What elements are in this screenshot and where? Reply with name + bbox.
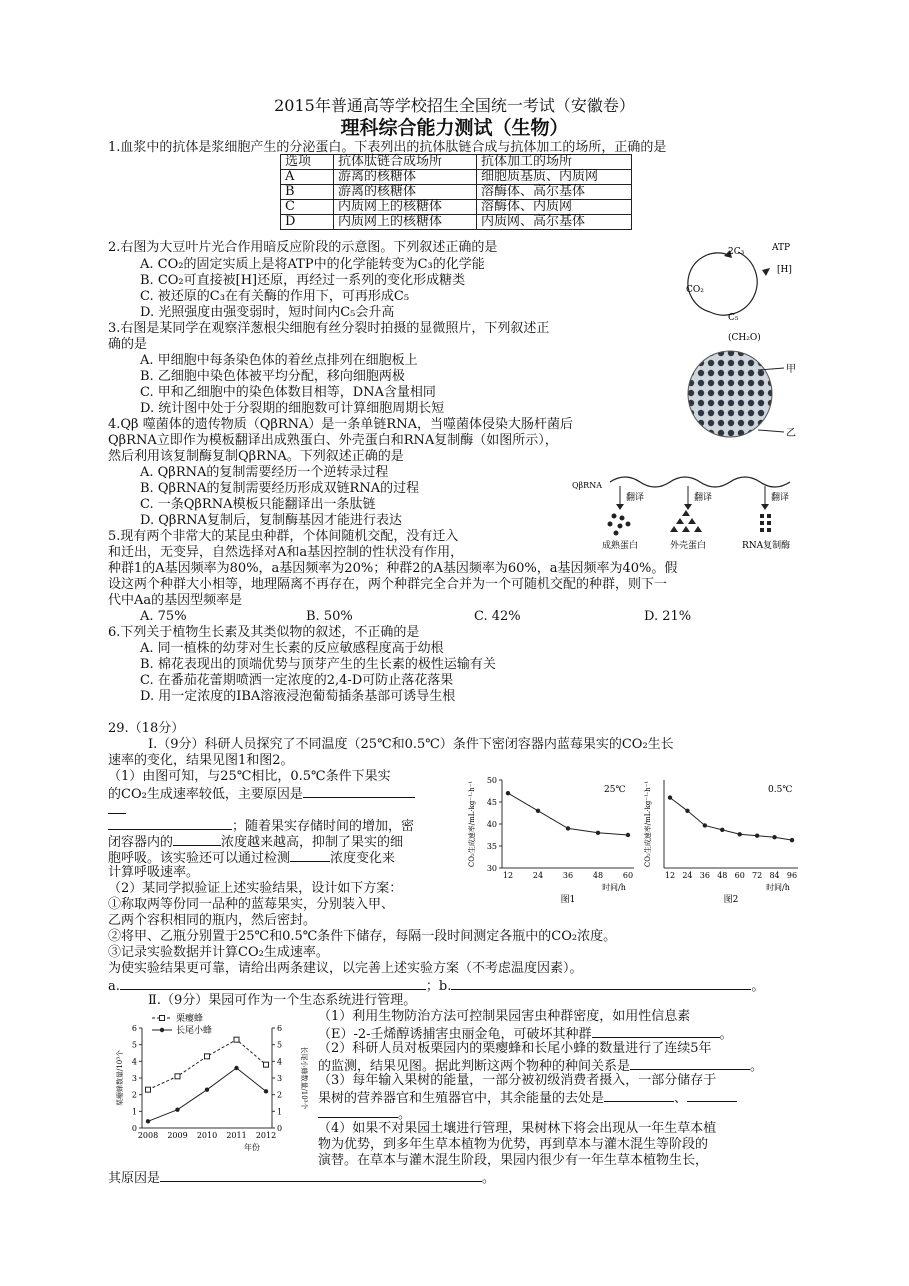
q29-s1-text: ；随着果实存储时间的增加，密 [232, 819, 415, 834]
q29-s2-end: 。 [751, 979, 765, 994]
data-point [506, 791, 510, 795]
q29-t9: 物为优势，到多年生草本植物为优势，再到草本与灌木混生等阶段的 [318, 1137, 709, 1152]
data-point [626, 833, 630, 837]
label-mature-protein: 成熟蛋白 [602, 541, 639, 551]
table-cell: 内质网上的核糖体 [334, 200, 477, 215]
label-ch2o: (CH₂O) [728, 333, 761, 343]
punct: 、 [674, 1091, 688, 1106]
q5-option-b: B. 50% [306, 609, 353, 624]
micrograph-image [688, 351, 772, 437]
y-tick-label: 35 [486, 842, 497, 851]
x-tick-label: 60 [734, 871, 745, 880]
answer-blank[interactable] [592, 1025, 720, 1038]
arrowhead-icon [761, 504, 769, 510]
x-tick-label: 2010 [196, 1131, 218, 1140]
data-point [234, 1066, 238, 1070]
answer-blank[interactable] [173, 833, 221, 846]
table-row [281, 170, 632, 185]
q2-stem: 2.右图为大豆叶片光合作用暗反应阶段的示意图。下列叙述正确的是 [108, 240, 498, 255]
x-tick-label: 24 [532, 871, 544, 880]
x-tick-label: 12 [664, 871, 676, 880]
data-point [772, 835, 776, 839]
arrowhead-icon [616, 504, 624, 510]
x-tick-label: 60 [622, 871, 634, 880]
table-cell: 溶酶体、高尔基体 [477, 185, 632, 200]
answer-blank[interactable] [108, 817, 232, 830]
legend-label: 栗瘿蜂 [176, 1014, 204, 1024]
table-header-cell: 选项 [281, 155, 334, 170]
coat-protein-triangles [670, 510, 702, 532]
q4-stem-3: 然后利用该复制酶复制QβRNA。下列叙述正确的是 [108, 449, 404, 464]
q4-stem-2: QβRNA立即作为模板翻译出成熟蛋白、外壳蛋白和RNA复制酶（如图所示）， [108, 433, 558, 448]
answer-blank[interactable] [318, 1105, 398, 1118]
q29-s2-label-a: a. [108, 979, 120, 994]
chart-title: 25℃ [604, 785, 626, 795]
data-point [685, 809, 689, 813]
q29-s2-line1: （2）某同学拟验证上述实验结果，设计如下方案： [108, 881, 403, 896]
y-tick-label-right: 4 [277, 1057, 283, 1067]
qbeta-rna-diagram [570, 458, 800, 554]
x-tick-label: 2008 [137, 1131, 159, 1140]
q29-part2-head: Ⅱ.（9分）果园可作为一个生态系统进行管理。 [148, 993, 417, 1008]
cycle-arc [688, 253, 726, 312]
table-cell: C [281, 200, 334, 215]
q1-table [280, 154, 632, 230]
q6-option-b: B. 棉花表现出的顶端优势与顶芽产生的生长素的极性运输有关 [140, 657, 496, 672]
data-point [755, 834, 759, 838]
q29-t8: （4）如果不对果园土壤进行管理，果树林下将会出现从一年生草本植 [318, 1121, 717, 1136]
y-tick-label: 0 [131, 1124, 137, 1133]
q29-t5: （3）每年输入果树的能量，一部分被初级消费者摄入，一部分储存于 [318, 1073, 717, 1088]
q2-option-c: C. 被还原的C₃在有关酶的作用下，可再形成C₅ [140, 289, 410, 304]
q2-option-d: D. 光照强度由强变弱时，短时间内C₅会升高 [140, 305, 395, 320]
label-yi: 乙 [786, 428, 796, 439]
q29-head: 29.（18分） [108, 721, 185, 736]
rna-strand [610, 477, 790, 487]
answer-blank[interactable] [604, 1089, 674, 1102]
q29-part1-line2: 速率的变化，结果见图1和图2。 [108, 753, 294, 768]
q5-line-4: 设这两个种群大小相等，地理隔离不再存在，两个种群完全合并为一个可随机交配的种群，则下一 [108, 577, 668, 592]
answer-blank-a[interactable] [120, 977, 426, 990]
q29-t11-text: 其原因是 [108, 1171, 161, 1186]
x-tick-label: 72 [752, 871, 763, 880]
wasp-population-chart [108, 1010, 318, 1160]
arrowhead-icon [684, 504, 692, 510]
series-line [148, 1040, 266, 1090]
q29-s1-text: 闭容器内的 [108, 835, 174, 850]
y-tick-label-right: 3 [277, 1074, 283, 1083]
q4-option-d: D. QβRNA复制后，复制酶基因才能进行表达 [140, 513, 402, 528]
q29-t1: （1）利用生物防治方法可控制果园害虫种群密度，如用性信息素 [318, 1009, 691, 1024]
label-jia: 甲 [786, 364, 796, 375]
q29-s2-line6: 为使实验结果更可靠，请给出两条建议，以完善上述实验方案（不考虑温度因素）。 [108, 961, 583, 976]
q2-option-a: A. CO₂的固定实质上是将ATP中的化学能转变为C₃的化学能 [140, 257, 485, 272]
data-point [566, 826, 570, 830]
y-tick-label-right: 0 [277, 1124, 283, 1133]
table-header-cell: 抗体肽链合成场所 [334, 155, 477, 170]
table-cell: D [281, 215, 334, 230]
table-row [281, 215, 632, 230]
y-tick-label-right: 6 [277, 1024, 283, 1033]
data-point [234, 1037, 239, 1042]
y-tick-label: 2 [131, 1090, 137, 1100]
q29-s2-line5: ③记录实验数据并计算CO₂生成速率。 [108, 945, 329, 960]
data-point [720, 828, 724, 832]
label-qbeta-rna: QβRNA [572, 481, 602, 490]
chart-caption: 图1 [560, 895, 576, 905]
q29-s2-sep: ；b. [425, 979, 452, 994]
table-header-cell: 抗体加工的场所 [477, 155, 632, 170]
table-cell: 内质网、高尔基体 [477, 215, 632, 230]
q3-option-b: B. 乙细胞中染色体被平均分配，移向细胞两极 [140, 369, 405, 384]
y-tick-label: 50 [486, 776, 497, 785]
table-cell: A [281, 170, 334, 185]
x-tick-label: 2009 [167, 1131, 188, 1140]
table-cell: 细胞质基质、内质网 [477, 170, 632, 185]
q1-stem: 1.血浆中的抗体是浆细胞产生的分泌蛋白。下表列出的抗体肽链合成与抗体加工的场所，正确的是 [108, 140, 667, 155]
answer-blank[interactable] [630, 1057, 750, 1070]
data-point [175, 1107, 179, 1111]
q29-t6-text: 果树的营养器官和生殖器官中，其余能量的去处是 [318, 1091, 605, 1106]
q29-s1-text: 胞呼吸。该实验还可以通过检测 [108, 851, 291, 866]
data-point [205, 1054, 210, 1059]
q29-s1-line1: （1）由图可知，与25℃相比，0.5℃条件下果实 [108, 769, 391, 784]
co2-rate-chart-25c [462, 768, 642, 905]
punct: 。 [719, 1027, 733, 1042]
label-translate-2: 翻译 [694, 493, 713, 503]
data-point [536, 809, 540, 813]
q29-t4-text: 的监测，结果见图。据此判断这两个物种的种间关系是 [318, 1059, 631, 1074]
q4-option-a: A. QβRNA的复制需要经历一个逆转录过程 [140, 465, 389, 480]
x-axis-label: 年份 [244, 1143, 260, 1152]
label-co2: CO₂ [686, 285, 704, 295]
y-tick-label: 45 [486, 798, 497, 807]
answer-blank-b[interactable] [451, 977, 751, 990]
x-tick-label: 36 [699, 871, 710, 880]
q29-s1-text: 浓度越来越高，抑制了果实的细 [221, 835, 404, 850]
x-tick-label: 24 [682, 871, 693, 880]
y-tick-label: 30 [486, 864, 497, 873]
q5-option-a: A. 75% [140, 609, 187, 624]
q29-s1-text: 的CO₂生成速率较低，主要原因是 [108, 787, 303, 802]
exam-title: 2015年普通高等学校招生全国统一考试（安徽卷） [274, 96, 635, 115]
y-axis-label: CO₂生成速率/mL·kg⁻¹·h⁻¹ [468, 780, 476, 868]
q4-option-c: C. 一条QβRNA模板只能翻译出一条肽链 [140, 497, 376, 512]
mature-protein-dots [608, 514, 631, 536]
table-row [281, 185, 632, 200]
y-tick-label-right: 2 [277, 1090, 283, 1100]
punct: 。 [482, 1171, 496, 1186]
label-replicase: RNA复制酶 [742, 541, 791, 551]
root-tip-micrograph [686, 348, 798, 448]
x-tick-label: 84 [769, 871, 780, 880]
q29-t3: （2）科研人员对板栗园内的栗瘿蜂和长尾小蜂的数量进行了连续5年 [318, 1041, 712, 1056]
y-axis-label: 栗瘿蜂数量/10³个 [116, 1049, 124, 1107]
data-point [264, 1062, 269, 1067]
legend-marker [160, 1028, 164, 1032]
data-point [146, 1087, 151, 1092]
q29-s2-line4: ②将甲、乙瓶分别置于25℃和0.5℃条件下储存，每隔一段时间测定各瓶中的CO₂浓度。 [108, 929, 617, 944]
q3-stem-2: 确的是 [108, 337, 148, 352]
table-cell: 内质网上的核糖体 [334, 215, 477, 230]
label-translate-3: 翻译 [771, 493, 790, 503]
q6-option-d: D. 用一定浓度的IBA溶液浸泡葡萄插条基部可诱导生根 [140, 689, 456, 704]
data-point [146, 1119, 150, 1123]
y-tick-label: 5 [131, 1040, 137, 1050]
arrowhead-icon [762, 268, 770, 276]
chart-title: 0.5℃ [768, 785, 793, 795]
q29-s1-line7: 计算呼吸速率。 [108, 865, 200, 880]
series-line [148, 1068, 266, 1121]
x-tick-label: 96 [786, 871, 798, 880]
q29-part1-line1: Ⅰ.（9分）科研人员探究了不同温度（25℃和0.5℃）条件下密闭容器内蓝莓果实的CO₂生长 [148, 737, 674, 752]
data-point [175, 1074, 180, 1079]
label-h: [H] [777, 265, 792, 275]
q5-option-c: C. 42% [474, 609, 521, 624]
punct: 。 [750, 1059, 764, 1074]
q29-t10: 演替。在草本与灌木混生阶段，果园内很少有一年生草本植物生长， [318, 1153, 709, 1168]
data-point [596, 831, 600, 835]
data-point [703, 823, 707, 827]
chart-caption: 图2 [723, 895, 739, 905]
q29-s1-text: 浓度变化来 [330, 851, 396, 866]
q6-stem: 6.下列关于植物生长素及其类似物的叙述，不正确的是 [108, 625, 420, 640]
table-cell: 溶酶体、内质网 [477, 200, 632, 215]
q29-s2-line2: ①称取两等份同一品种的蓝莓果实，分别装入甲、 [108, 897, 395, 912]
label-coat-protein: 外壳蛋白 [670, 541, 707, 551]
q3-stem-1: 3.右图是某同学在观察洋葱根尖细胞有丝分裂时拍摄的显微照片，下列叙述正 [108, 321, 550, 336]
q6-option-a: A. 同一植株的幼芽对生长素的反应敏感程度高于幼根 [140, 641, 444, 656]
x-tick-label: 2011 [226, 1131, 247, 1140]
data-point [790, 838, 794, 842]
table-cell: 游离的核糖体 [334, 170, 477, 185]
answer-blank[interactable] [160, 1169, 482, 1182]
punct: 。 [398, 1107, 412, 1122]
data-point [205, 1087, 209, 1091]
data-point [738, 832, 742, 836]
data-point [264, 1089, 268, 1093]
answer-blank[interactable] [290, 849, 330, 862]
replicase-squares [760, 514, 771, 532]
q4-option-b: B. QβRNA的复制需要经历形成双链RNA的过程 [140, 481, 420, 496]
y-axis-label: CO₂生成速率/mL·kg⁻¹·h⁻¹ [644, 780, 652, 868]
label-2c3: 2C₃ [728, 247, 745, 257]
x-tick-label: 36 [562, 871, 574, 880]
answer-blank[interactable] [303, 785, 415, 798]
x-tick-label: 48 [592, 871, 604, 880]
y-tick-label: 1 [131, 1107, 137, 1117]
q4-stem-1: 4.Qβ 噬菌体的遗传物质（QβRNA）是一条单链RNA，当噬菌体侵染大肠杆菌后 [108, 417, 573, 432]
series-line [670, 798, 792, 841]
y-tick-label: 40 [486, 820, 497, 829]
y-tick-label: 4 [131, 1057, 137, 1067]
q5-option-d: D. 21% [644, 609, 692, 624]
q5-line-5: 代中Aa的基因型频率是 [108, 593, 243, 608]
y-tick-label: 3 [131, 1074, 137, 1083]
answer-blank[interactable] [108, 801, 126, 814]
pointer-line [758, 430, 784, 432]
q29-s1-line2 [108, 785, 415, 803]
co2-rate-chart-05c [640, 768, 804, 905]
y-tick-label: 6 [131, 1024, 137, 1033]
x-axis-label: 时间/h [602, 883, 626, 892]
q29-s2-line3: 乙两个容积相同的瓶内，然后密封。 [108, 913, 317, 928]
q3-option-d: D. 统计图中处于分裂期的细胞数可计算细胞周期长短 [140, 401, 445, 416]
calvin-cycle-diagram [680, 238, 800, 348]
label-c5: C₅ [728, 313, 739, 323]
table-row [281, 200, 632, 215]
x-tick-label: 12 [502, 871, 514, 880]
q5-line-3: 种群1的A基因频率为80%，a基因频率为20%；种群2的A基因频率为60%，a基因频率为40%。假 [108, 561, 678, 576]
y-tick-label-right: 5 [277, 1040, 283, 1050]
q29-t11 [108, 1169, 495, 1187]
x-tick-label: 2012 [255, 1131, 277, 1140]
table-cell: 游离的核糖体 [334, 185, 477, 200]
q3-option-a: A. 甲细胞中每条染色体的着丝点排列在细胞板上 [140, 353, 418, 368]
data-point [668, 795, 672, 799]
legend-marker [160, 1016, 165, 1021]
q6-option-c: C. 在番茄花蕾期喷洒一定浓度的2,4-D可防止落花落果 [140, 673, 454, 688]
q29-t2-text: （E）-2-壬烯醇诱捕害虫丽金龟，可破坏其种群 [318, 1027, 592, 1042]
label-atp: ATP [772, 243, 791, 253]
label-translate-1: 翻译 [626, 493, 645, 503]
q5-line-1: 5.现有两个非常大的某昆虫种群，个体间随机交配，没有迁入 [108, 529, 459, 544]
x-axis-label: 时间/h [766, 883, 790, 892]
answer-blank[interactable] [687, 1089, 737, 1102]
q2-option-b: B. CO₂可直接被[H]还原，再经过一系列的变化形成糖类 [140, 273, 466, 288]
q3-option-c: C. 甲和乙细胞中的染色体数目相等，DNA含量相同 [140, 385, 436, 400]
legend-label: 长尾小蜂 [176, 1026, 213, 1036]
cycle-arc [710, 252, 757, 315]
table-header-row [281, 155, 632, 170]
table-cell: B [281, 185, 334, 200]
y-axis-label-right: 长尾小蜂数量/10³个 [300, 1046, 308, 1110]
exam-subtitle: 理科综合能力测试（生物） [340, 117, 569, 139]
y-tick-label-right: 1 [277, 1107, 283, 1117]
x-tick-label: 48 [717, 871, 728, 880]
q5-line-2: 和迁出，无变异，自然选择对A和a基因控制的性状没有作用， [108, 545, 464, 560]
